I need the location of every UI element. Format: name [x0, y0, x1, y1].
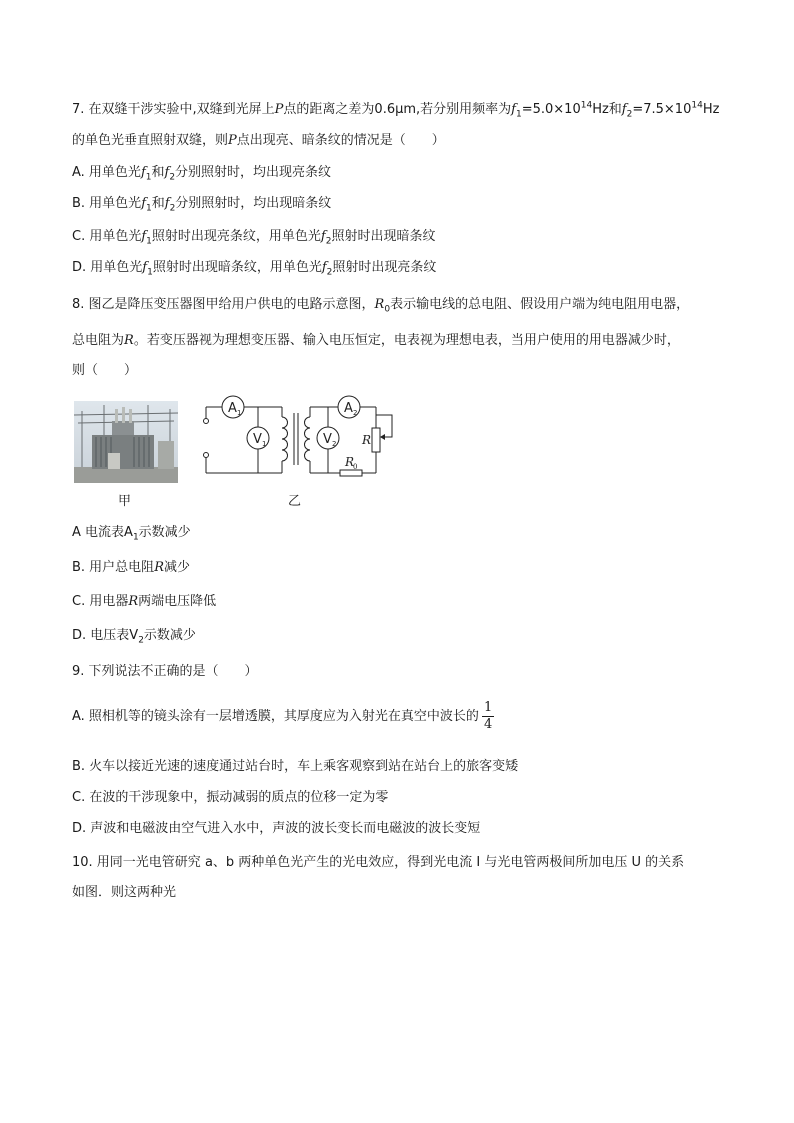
- label-r0-sub: 0: [353, 463, 358, 471]
- q8-stem-line2: 总电阻为R。若变压器视为理想变压器、输入电压恒定，电表视为理想电表，当用户使用的用电器减少时，: [72, 333, 680, 348]
- q7-option-b: B. 用单色光$f_1$和$f_2$分别照射时，均出现暗条纹: [72, 196, 332, 214]
- q7-option-d: D. 用单色光$f_1$照射时出现暗条纹，用单色光$f_2$照射时出现亮条纹: [72, 260, 437, 278]
- q9-option-b: B. 火车以接近光速的速度通过站台时，车上乘客观察到站在站台上的旅客变矮: [72, 759, 519, 774]
- label-a1-sub: 1: [237, 409, 242, 417]
- label-v2: V: [323, 432, 332, 447]
- label-v2-sub: 2: [332, 440, 337, 448]
- transformer-photo: [74, 401, 178, 483]
- circuit-diagram: [196, 393, 396, 485]
- label-a2: A: [344, 401, 353, 416]
- label-r0: R: [345, 455, 355, 469]
- q8-stem-line3: 则（ ）: [72, 363, 138, 378]
- input-terminal-bottom: [204, 453, 209, 458]
- label-v1: V: [253, 432, 262, 447]
- figure-caption-jia: 甲: [118, 494, 132, 509]
- label-v1-sub: 1: [262, 440, 267, 448]
- q10-stem-line2: 如图．则这两种光: [72, 885, 177, 900]
- q7-option-c: C. 用单色光$f_1$照射时出现亮条纹，用单色光$f_2$照射时出现暗条纹: [72, 229, 436, 247]
- q7-option-a: A. 用单色光$f_1$和$f_2$分别照射时，均出现亮条纹: [72, 165, 332, 183]
- q7-stem-line1: 7. 在双缝干涉实验中,双缝到光屏上P点的距离之差为0.6μm,若分别用频率为$f_1=5.0\times 10^{14}Hz$和$f_2=7.5\times 10^{14}Hz$: [72, 100, 720, 120]
- q9-stem: 9. 下列说法不正确的是（ ）: [72, 664, 258, 679]
- q8-stem-line1: 8. 图乙是降压变压器图甲给用户供电的电路示意图，$R_0$表示输电线的总电阻、假设用户端为纯电阻用电器，: [72, 297, 690, 315]
- q9-option-c: C. 在波的干涉现象中，振动减弱的质点的位移一定为零: [72, 790, 389, 805]
- q9-option-a: A. 照相机等的镜头涂有一层增透膜，其厚度应为入射光在真空中波长的 $\frac{1}{4}$: [72, 700, 493, 732]
- label-a2-sub: 2: [353, 409, 358, 417]
- q8-option-b: B. 用户总电阻R减少: [72, 560, 190, 575]
- label-r: R: [362, 433, 372, 447]
- q10-stem-line1: 10. 用同一光电管研究 a、b 两种单色光产生的光电效应，得到光电流 I 与光电管两极间所加电压 U 的关系: [72, 855, 685, 870]
- figure-caption-yi: 乙: [288, 494, 302, 509]
- fraction-one-quarter: $\frac{1}{4}$: [483, 700, 493, 732]
- resistor-r0: [340, 470, 362, 476]
- resistor-r: [372, 428, 380, 452]
- input-terminal-top: [204, 419, 209, 424]
- q8-option-d: D. 电压表$V_2$示数减少: [72, 628, 196, 646]
- q8-option-a: A 电流表$A_1$示数减少: [72, 525, 191, 543]
- q8-option-c: C. 用电器R两端电压降低: [72, 594, 217, 609]
- label-a1: A: [228, 401, 237, 416]
- q9-option-d: D. 声波和电磁波由空气进入水中，声波的波长变长而电磁波的波长变短: [72, 821, 481, 836]
- q7-stem-line2: 的单色光垂直照射双缝，则P点出现亮、暗条纹的情况是（ ）: [72, 133, 445, 148]
